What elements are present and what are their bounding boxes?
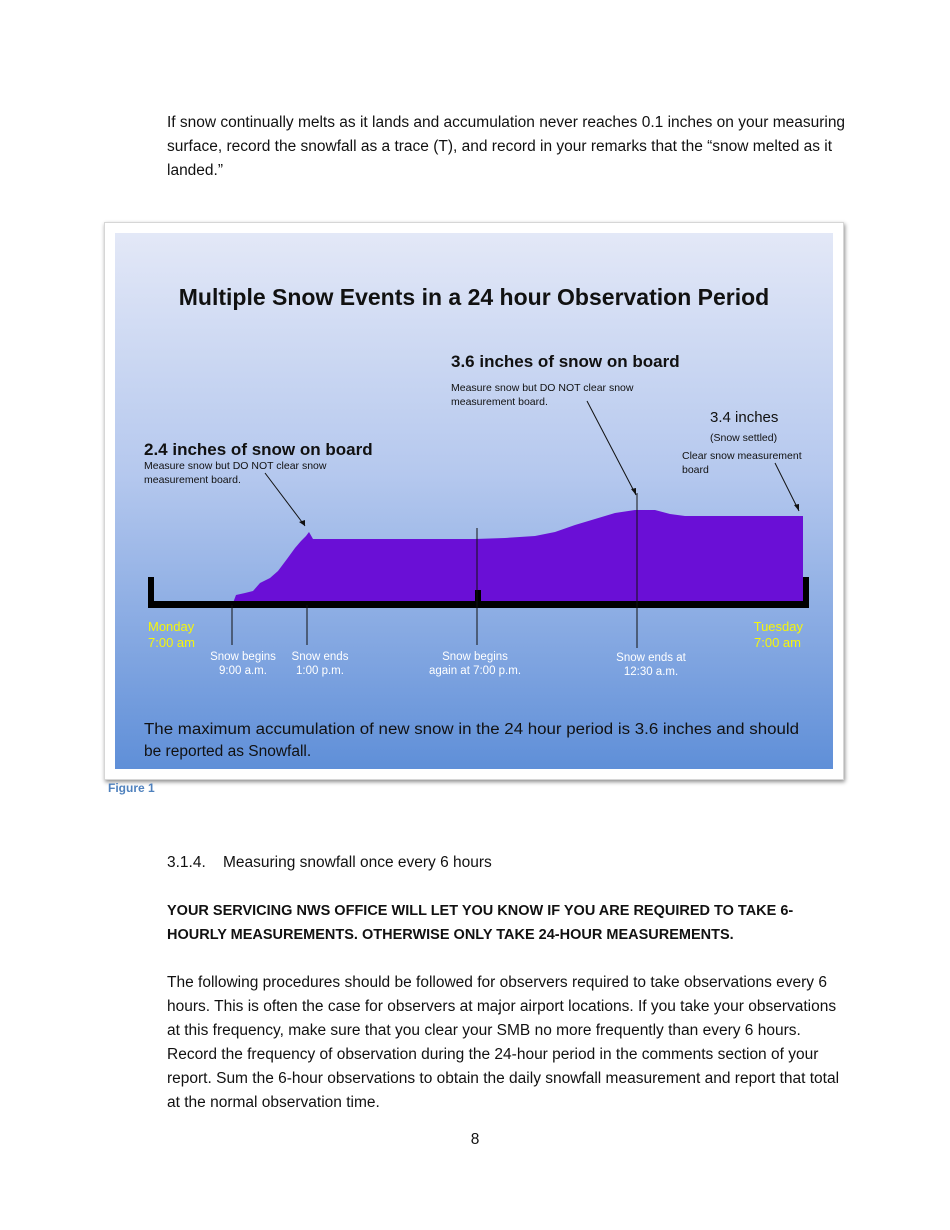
intro-paragraph: If snow continually melts as it lands and accumulation never reaches 0.1 inches on your measuring surface, record the snowfall as a trace (T), and record in your remarks that the “snow melted as it landed.” [167,114,846,179]
annotation-middle-heading: 3.6 inches of snow on board [451,352,680,371]
event-3-line-1: Snow begins [442,651,508,663]
section-title: Measuring snowfall once every 6 hours [223,854,492,871]
annotation-left-note-1: Measure snow but DO NOT clear snow [144,460,327,472]
annotation-middle-note-1: Measure snow but DO NOT clear snow [451,382,634,394]
annotation-right-subheading: (Snow settled) [710,432,778,444]
measurement-board-line [148,601,809,608]
event-4-line-2: 12:30 a.m. [623,666,679,678]
notice-paragraph: YOUR SERVICING NWS OFFICE WILL LET YOU KNOW IF YOU ARE REQUIRED TO TAKE 6-HOURLY MEASUREMENTS. OTHERWISE ONLY TAKE 24-HOUR MEASUREMENTS. [167,903,794,943]
annotation-left-heading: 2.4 inches of snow on board [144,440,373,459]
diagram-background [115,233,833,769]
procedure-paragraph: The following procedures should be followed for observers required to take observations every 6 hours. This is often the case for observers at major airport locations. If you take your observations at this frequency, make sure that you clear your SMB no more frequently than every 6 hours. Record the frequency of observation during the 24-hour period in the comments section of your report. Sum the 6-hour observations to obtain the daily snowfall measurement and report that total at the normal observation time. [167,974,840,1111]
annotation-right-note-2: board [682,464,709,476]
annotation-left-note-2: measurement board. [144,474,241,486]
event-2-line-2: 1:00 p.m. [296,665,344,677]
diagram-title: Multiple Snow Events in a 24 hour Observation Period [178,284,770,310]
event-2-line-1: Snow ends [291,651,349,663]
annotation-right-note-1: Clear snow measurement [682,450,802,462]
end-day-label: Tuesday [753,619,803,634]
end-time-label: 7:00 am [754,635,801,650]
section-number: 3.1.4. [167,854,206,871]
event-1-line-2: 9:00 a.m. [219,665,267,677]
start-time-label: 7:00 am [148,635,195,650]
event-4-line-1: Snow ends at [616,652,686,664]
page-number: 8 [470,1131,480,1148]
event-3-line-2: again at 7:00 p.m. [428,665,522,677]
figure-1 [104,222,844,780]
annotation-middle-note-2: measurement board. [451,396,548,408]
figure-caption: Figure 1 [108,781,155,795]
diagram-conclusion-line-2: be reported as Snowfall. [144,743,312,760]
start-day-label: Monday [148,619,195,634]
section-heading [167,851,847,875]
event-1-line-1: Snow begins [210,651,276,663]
annotation-right-heading: 3.4 inches [710,409,779,426]
diagram-conclusion-line-1: The maximum accumulation of new snow in the 24 hour period is 3.6 inches and should [144,721,799,738]
snow-events-diagram [115,233,833,769]
